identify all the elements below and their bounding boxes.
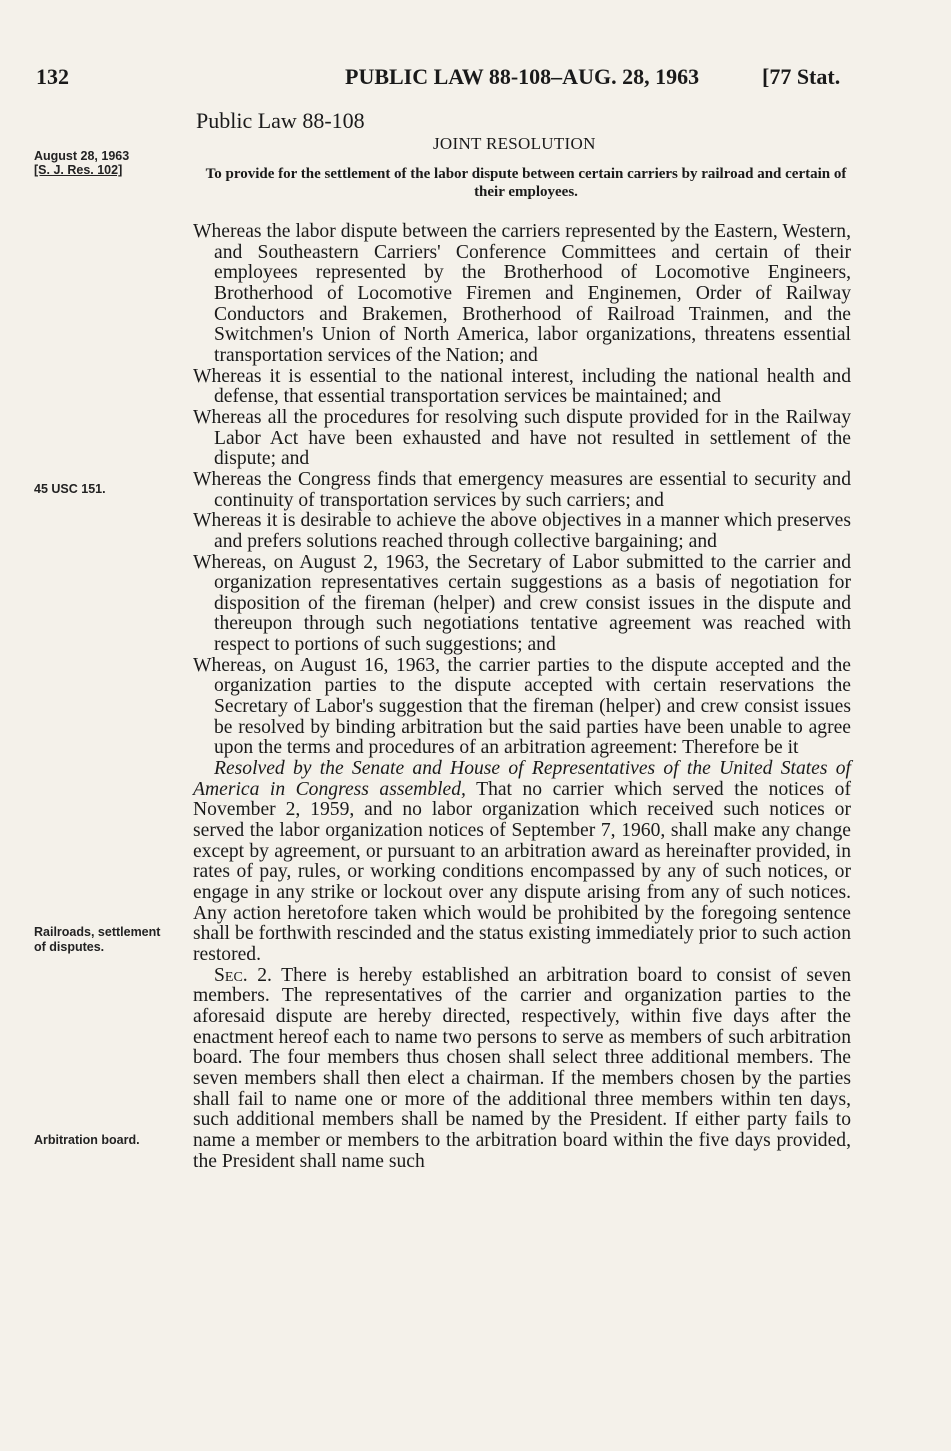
resolution-type: JOINT RESOLUTION xyxy=(433,134,596,153)
whereas-clause: Whereas all the procedures for resolving such dispute provided for in the Railway Labor Act have been exhausted and have not resulted in settlement of the dispute; and xyxy=(193,406,851,470)
statute-reference: [77 Stat. xyxy=(762,64,841,89)
running-header: PUBLIC LAW 88-108–AUG. 28, 1963 xyxy=(345,64,700,89)
whereas-clause: Whereas, on August 2, 1963, the Secretary of Labor submitted to the carrier and organization representatives certain suggestions as a basis of negotiation for disposition of the fireman (helper) and crew consist issues in the dispute and thereupon through such negotiations tentative agreement was reached with respect to portions of such suggestions; and xyxy=(193,551,851,656)
margin-railroads-note: Railroads, settlement of disputes. xyxy=(34,925,161,954)
section-2-label: Sec. 2. xyxy=(214,964,272,986)
section-2-text: There is hereby established an arbitration board to consist of seven members. The representatives of the carrier and organization parties to the aforesaid dispute are hereby directed, respectively, within five days after the enactment hereof each to name two persons to serve as members of such arbitration board. The four members thus chosen shall select three additional members. The seven members shall then elect a chairman. If the members chosen by the parties shall fail to name one or more of the additional three members within ten days, such additional members shall be named by the President. If either party fails to name a member or members to the arbitration board within the five days provided, the President shall name such xyxy=(193,964,851,1172)
resolution-body xyxy=(193,222,851,1172)
whereas-clause: Whereas it is essential to the national interest, including the national health and defense, that essential transportation services be maintained; and xyxy=(193,365,851,408)
whereas-clause: Whereas the labor dispute between the carriers represented by the Eastern, Western, and Southeastern Carriers' Conference Committees and certain of their employees represented by the Brotherhood of Locomotive Engineers, Brotherhood of Locomotive Firemen and Enginemen, Order of Railway Conductors and Brakemen, Brotherhood of Railroad Trainmen, and the Switchmen's Union of North America, labor organizations, threatens essential transportation services of the Nation; and xyxy=(193,221,851,366)
page-number: 132 xyxy=(36,64,69,89)
whereas-clause: Whereas the Congress finds that emergency measures are essential to security and continuity of transportation services by such carriers; and xyxy=(193,468,851,511)
enacting-formula: Resolved by the Senate and House of Representatives of the United States of America in Congress assembled, xyxy=(193,758,851,800)
margin-usc-reference: 45 USC 151. xyxy=(34,482,106,496)
section-2 xyxy=(193,966,851,1173)
law-title: Public Law 88-108 xyxy=(196,108,365,133)
resolving-clause xyxy=(193,759,851,966)
whereas-clause: Whereas it is desirable to achieve the above objectives in a manner which preserves and prefers solutions reached through collective bargaining; and xyxy=(193,510,851,552)
margin-date: August 28, 1963 xyxy=(34,149,130,163)
margin-arbitration-note: Arbitration board. xyxy=(34,1133,140,1147)
margin-resolution-number: [S. J. Res. 102] xyxy=(34,163,123,177)
whereas-clause: Whereas, on August 16, 1963, the carrier parties to the dispute accepted and the organization parties to the dispute accepted with certain reservations the Secretary of Labor's suggestion that the fireman (helper) and crew consist issues be resolved by binding arbitration but the said parties have been unable to agree upon the terms and procedures of an arbitration agreement: Therefore be it xyxy=(193,654,851,759)
resolution-purpose: To provide for the settlement of the labor dispute between certain carriers by railroad and certain of their employees. xyxy=(205,166,847,200)
section-1-text: That no carrier which served the notices of November 2, 1959, and no labor organization which received such notices or served the labor organization notices of September 7, 1960, shall make any change except by agreement, or pursuant to an arbitration award as hereinafter provided, in rates of pay, rules, or working conditions encompassed by any of such notices, or engage in any strike or lockout over any dispute arising from any of such notices. Any action heretofore taken which would be prohibited by the foregoing sentence shall be forthwith rescinded and the status existing immediately prior to such action restored. xyxy=(193,778,851,965)
